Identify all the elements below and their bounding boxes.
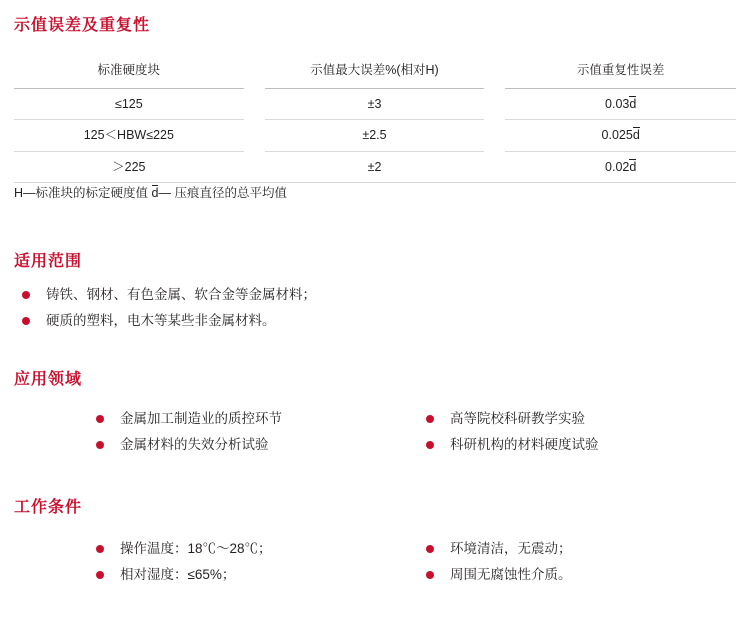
condition-list-right [418, 536, 572, 588]
list-item: 相对湿度：≤65%； [88, 562, 418, 588]
table-row [14, 151, 736, 183]
table-cell-text: 0.02d [605, 159, 637, 174]
spec-table [14, 55, 736, 183]
table-cell: ≤125 [14, 88, 244, 120]
list-item: 高等院校科研教学实验 [418, 406, 599, 432]
table-cell [505, 120, 736, 152]
list-item: 硬质的塑料，电木等某些非金属材料。 [14, 308, 316, 334]
condition-list-left [88, 536, 418, 588]
condition-list [88, 536, 736, 588]
field-list [88, 406, 736, 458]
section-title-spec: 示值误差及重复性 [14, 17, 151, 34]
table-spacer [484, 55, 505, 88]
table-cell-text: 0.03d [605, 96, 637, 111]
section-title-scope: 适用范围 [14, 253, 83, 270]
table-spacer [244, 151, 265, 183]
table-cell [505, 88, 736, 120]
scope-list [14, 282, 316, 334]
table-note [14, 183, 287, 201]
table-cell: ±2.5 [265, 120, 484, 152]
section-title-condition: 工作条件 [14, 499, 83, 516]
field-list-right [418, 406, 599, 458]
table-spacer [244, 88, 265, 120]
table-spacer [484, 151, 505, 183]
field-list-left [88, 406, 418, 458]
table-header-cell: 示值重复性误差 [505, 55, 736, 88]
table-cell: ＞225 [14, 151, 244, 183]
table-cell: 125＜HBW≤225 [14, 120, 244, 152]
table-header-cell: 标准硬度块 [14, 55, 244, 88]
list-item: 科研机构的材料硬度试验 [418, 432, 599, 458]
table-row [14, 120, 736, 152]
table-spacer [244, 120, 265, 152]
list-item: 金属加工制造业的质控环节 [88, 406, 418, 432]
table-row [14, 88, 736, 120]
list-item: 操作温度：18℃～28℃； [88, 536, 418, 562]
note-text-part2: — 压痕直径的总平均值 [158, 186, 287, 200]
note-text-part1: H—标准块的标定硬度值 [14, 186, 149, 200]
list-item: 铸铁、钢材、有色金属、软合金等金属材料； [14, 282, 316, 308]
table-cell-text: 0.025d [601, 128, 640, 142]
list-item: 环境清洁，无震动； [418, 536, 572, 562]
table-cell [505, 151, 736, 183]
table-spacer [484, 120, 505, 152]
table-cell: ±2 [265, 151, 484, 183]
section-title-field: 应用领域 [14, 371, 83, 388]
table-header-row [14, 55, 736, 88]
table-spacer [244, 55, 265, 88]
table-header-cell: 示值最大误差%(相对H) [265, 55, 484, 88]
list-item: 金属材料的失效分析试验 [88, 432, 418, 458]
note-d-symbol: d [151, 186, 159, 200]
table-spacer [484, 88, 505, 120]
table-cell: ±3 [265, 88, 484, 120]
list-item: 周围无腐蚀性介质。 [418, 562, 572, 588]
